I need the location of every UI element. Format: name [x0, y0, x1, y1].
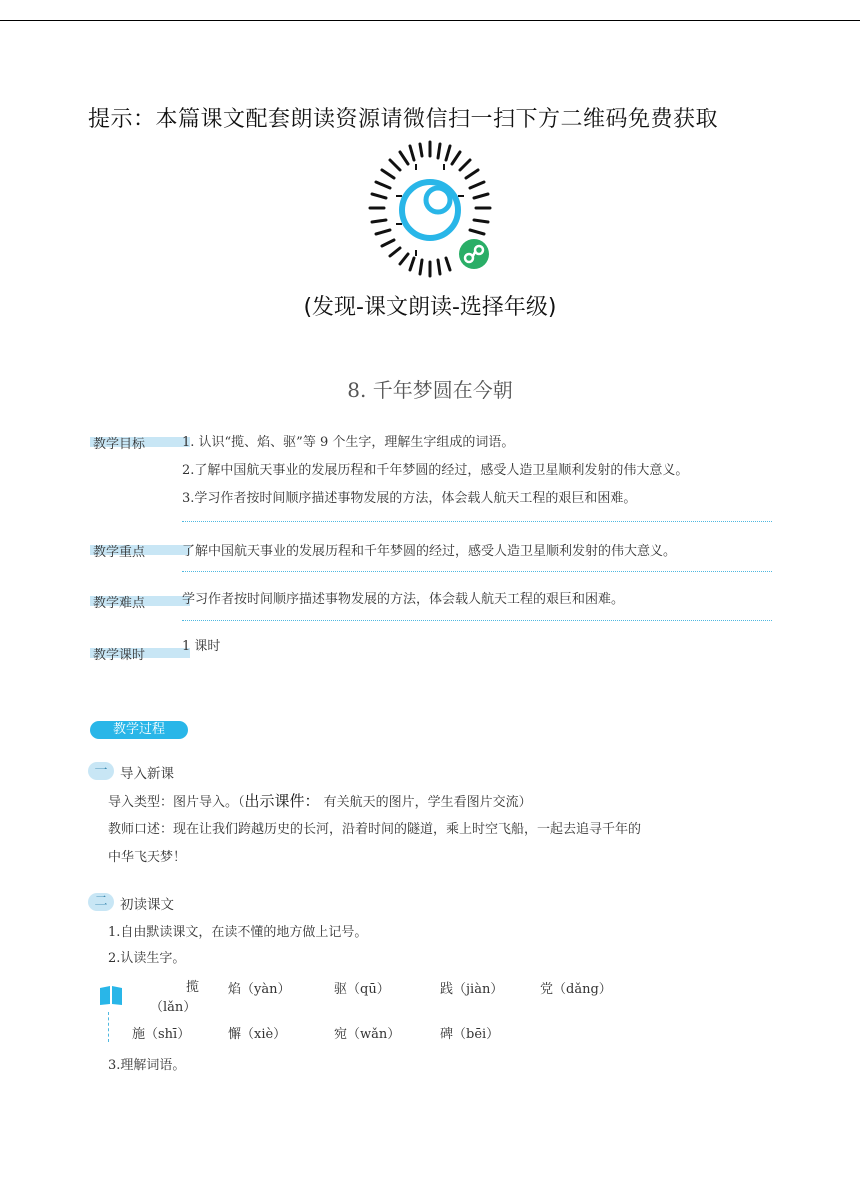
dashed-guide [108, 1012, 109, 1042]
objective-item: 3.学习作者按时间顺序描述事物发展的方法，体会载人航天工程的艰巨和困难。 [182, 491, 637, 506]
section-number: 二 [88, 893, 114, 911]
section-title: 初读课文 [120, 897, 174, 913]
difficulty-label: 教学难点 [90, 592, 190, 606]
divider [182, 571, 772, 572]
char-item: 宛（wǎn） [334, 1027, 401, 1042]
divider [182, 521, 772, 522]
intro-type [108, 790, 532, 811]
header-rule [0, 20, 860, 21]
focus-text: 了解中国航天事业的发展历程和千年梦圆的经过，感受人造卫星顺利发射的伟大意义。 [182, 544, 677, 559]
qr-code[interactable] [356, 136, 504, 284]
resource-tip: 提示：本篇课文配套朗读资源请微信扫一扫下方二维码免费获取 [88, 107, 719, 132]
hours-label: 教学课时 [90, 644, 190, 658]
section-title: 导入新课 [120, 766, 174, 782]
section-number: 一 [88, 762, 114, 780]
intro-type-suffix: 有关航天的图片，学生看图片交流） [319, 795, 532, 810]
hours-text: 1 课时 [182, 639, 221, 654]
difficulty-text: 学习作者按时间顺序描述事物发展的方法，体会载人航天工程的艰巨和困难。 [182, 592, 625, 607]
teacher-speech: 教师口述：现在让我们跨越历史的长河，沿着时间的隧道，乘上时空飞船，一起去追寻千年的 [108, 822, 642, 837]
char-item: 焰（yàn） [228, 982, 291, 997]
char-item: 施（shī） [132, 1027, 191, 1042]
qr-caption: (发现-课文朗读-选择年级) [303, 295, 557, 320]
char-item: 党（dǎng） [540, 982, 612, 997]
intro-type-emphasis: 出示课件： [244, 792, 320, 810]
objective-item: 1. 认识“揽、焰、驱”等 9 个生字，理解生字组成的词语。 [182, 435, 515, 450]
intro-type-prefix: 导入类型：图片导入。（ [108, 795, 245, 810]
step-text: 2.认读生字。 [108, 951, 186, 966]
char-item: 懈（xiè） [228, 1027, 287, 1042]
lesson-title: 8. 千年梦圆在今朝 [347, 378, 513, 402]
objectives-label: 教学目标 [90, 433, 190, 447]
char-item: 揽 [186, 980, 200, 995]
book-icon [98, 984, 124, 1006]
process-badge: 教学过程 [90, 721, 188, 739]
teacher-speech-cont: 中华飞天梦！ [108, 850, 187, 865]
char-item: 驱（qū） [334, 982, 390, 997]
focus-label: 教学重点 [90, 541, 190, 555]
divider [182, 620, 772, 621]
step-text: 3.理解词语。 [108, 1058, 186, 1073]
char-item: 碑（bēi） [440, 1027, 500, 1042]
objective-item: 2.了解中国航天事业的发展历程和千年梦圆的经过，感受人造卫星顺利发射的伟大意义。 [182, 463, 689, 478]
char-item: 践（jiàn） [440, 982, 504, 997]
char-pinyin: （lǎn） [150, 1000, 197, 1015]
step-text: 1.自由默读课文，在读不懂的地方做上记号。 [108, 925, 368, 940]
